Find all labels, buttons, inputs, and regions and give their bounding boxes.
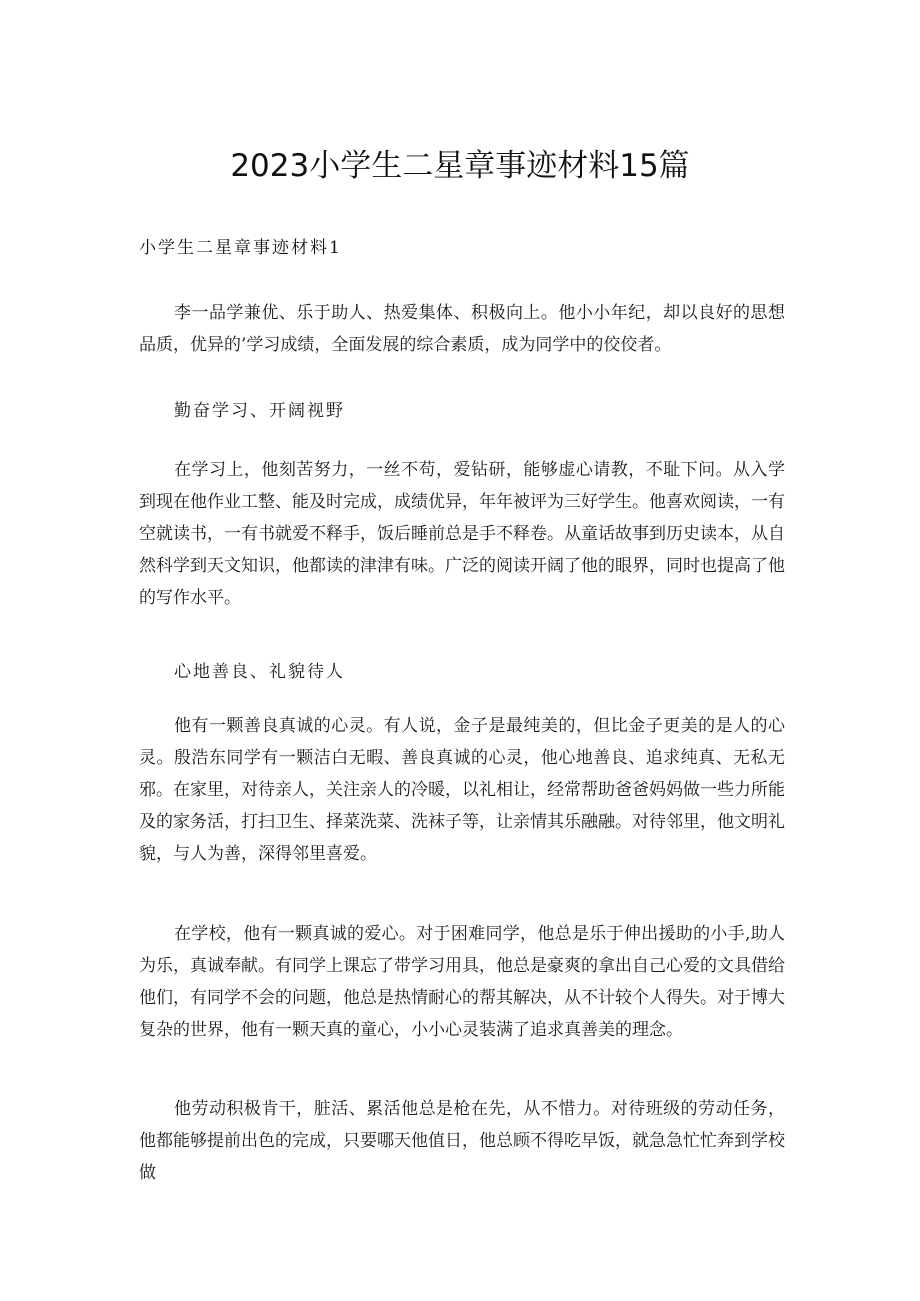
paragraph-study bbox=[139, 454, 785, 614]
subheading-study: 勤奋学习、开阔视野 bbox=[174, 401, 345, 421]
paragraph: 李一品学兼优、乐于助人、热爱集体、积极向上。他小小年纪，却以良好的思想品质，优异的’学习成绩，全面发展的综合素质，成为同学中的佼佼者。 bbox=[139, 303, 785, 355]
paragraph-school bbox=[139, 918, 785, 1046]
paragraph-intro bbox=[139, 297, 785, 361]
paragraph: 在学校，他有一颗真诚的爱心。对于困难同学，他总是乐于伸出援助的小手,助人为乐，真诚奉献。有同学上课忘了带学习用具，他总是豪爽的拿出自己心爱的文具借给他们，有同学不会的问题，他总是热情耐心的帮其解决，从不计较个人得失。对于博大复杂的世界，他有一颗天真的童心，小小心灵装满了追求真善美的理念。 bbox=[139, 924, 785, 1040]
paragraph: 他劳动积极肯干，脏活、累活他总是枪在先，从不惜力。对待班级的劳动任务，他都能够提前出色的完成，只要哪天他值日，他总顾不得吃早饭，就急急忙忙奔到学校做 bbox=[139, 1099, 785, 1183]
document-title: 2023小学生二星章事迹材料15篇 bbox=[230, 148, 690, 184]
paragraph: 在学习上，他刻苦努力，一丝不苟，爱钻研，能够虚心请教，不耻下问。从入学到现在他作业工整、能及时完成，成绩优异，年年被评为三好学生。他喜欢阅读，一有空就读书，一有书就爱不释手，饭后睡前总是手不释卷。从童话故事到历史读本，从自然科学到天文知识，他都读的津津有味。广泛的阅读开阔了他的眼界，同时也提高了他的写作水平。 bbox=[139, 460, 785, 608]
subheading-kindness: 心地善良、礼貌待人 bbox=[174, 662, 345, 682]
paragraph-labor bbox=[139, 1093, 785, 1189]
paragraph-kindness bbox=[139, 710, 785, 870]
paragraph: 他有一颗善良真诚的心灵。有人说，金子是最纯美的，但比金子更美的是人的心灵。殷浩东同学有一颗洁白无暇、善良真诚的心灵，他心地善良、追求纯真、无私无邪。在家里，对待亲人，关注亲人的冷暖，以礼相让，经常帮助爸爸妈妈做一些力所能及的家务活，打扫卫生、择菜洗菜、洗袜子等，让亲情其乐融融。对待邻里，他文明礼貌，与人为善，深得邻里喜爱。 bbox=[139, 716, 785, 864]
section-title: 小学生二星章事迹材料1 bbox=[139, 238, 342, 258]
